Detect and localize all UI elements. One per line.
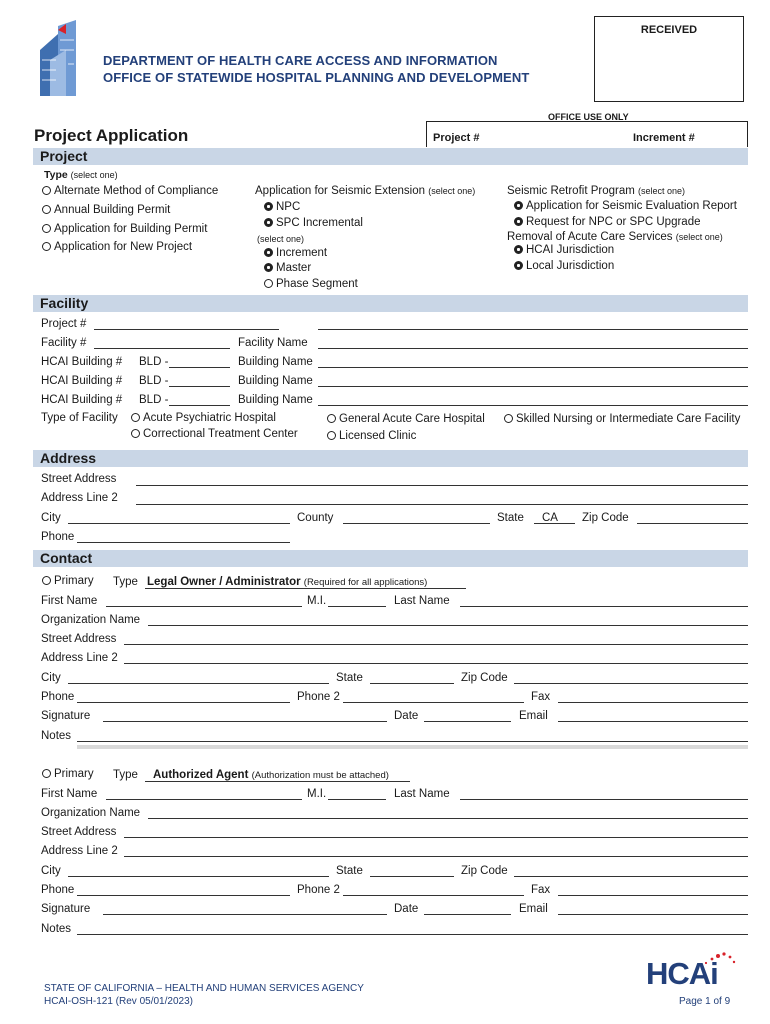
facility-type-2[interactable]: General Acute Care Hospital: [327, 413, 485, 425]
sub-option-increment[interactable]: Increment: [264, 247, 327, 259]
address-state-label: State: [497, 512, 524, 524]
address-zip-label: Zip Code: [582, 512, 629, 524]
contact-line2-input-1[interactable]: [124, 663, 748, 664]
office-title: OFFICE OF STATEWIDE HOSPITAL PLANNING AND DEVELOPMENT: [103, 70, 530, 85]
project-number-label: Project #: [433, 132, 480, 144]
date-input-1[interactable]: [424, 721, 511, 722]
building-name-label-3: Building Name: [238, 394, 313, 406]
date-input-2[interactable]: [424, 914, 511, 915]
contact-phone2-label-2: Phone 2: [297, 884, 340, 896]
address-state-line: [534, 523, 575, 524]
first-name-label-2: First Name: [41, 788, 98, 800]
contact-state-input-1[interactable]: [370, 683, 454, 684]
contact-phone2-input-2[interactable]: [343, 895, 524, 896]
sub-option-phase[interactable]: Phase Segment: [264, 278, 358, 290]
facility-name-label: Facility Name: [238, 337, 308, 349]
address-street-input[interactable]: [136, 485, 748, 486]
contact-city-input-1[interactable]: [68, 683, 329, 684]
org-name-input-1[interactable]: [148, 625, 748, 626]
bld-prefix-1: BLD -: [139, 356, 169, 368]
contact-line2-label-1: Address Line 2: [41, 652, 118, 664]
seismic-extension-label: Application for Seismic Extension (select one): [255, 185, 476, 197]
building-name-input-2[interactable]: [318, 386, 748, 387]
seismic-ext-spc[interactable]: SPC Incremental: [264, 217, 363, 229]
removal-label: Removal of Acute Care Services (select one): [507, 231, 723, 243]
type-option-2[interactable]: Application for Building Permit: [42, 223, 207, 235]
primary-radio-2[interactable]: Primary: [42, 768, 94, 780]
contact-type-label-1: Type: [113, 576, 138, 588]
type-option-1[interactable]: Annual Building Permit: [42, 204, 170, 216]
mi-input-1[interactable]: [328, 606, 386, 607]
notes-input-1[interactable]: [77, 741, 748, 742]
address-county-input[interactable]: [343, 523, 490, 524]
bld-input-2[interactable]: [169, 386, 230, 387]
primary-radio-1[interactable]: Primary: [42, 575, 94, 587]
building-name-label-2: Building Name: [238, 375, 313, 387]
removal-option-0[interactable]: HCAI Jurisdiction: [514, 244, 614, 256]
date-label-1: Date: [394, 710, 419, 722]
facility-type-4[interactable]: Skilled Nursing or Intermediate Care Facility: [504, 413, 740, 425]
facility-num-label: Facility #: [41, 337, 87, 349]
hcai-logo-text: HCAi: [646, 956, 718, 991]
contact-street-input-2[interactable]: [124, 837, 748, 838]
email-label-2: Email: [519, 903, 548, 915]
facility-name-input[interactable]: [318, 348, 748, 349]
address-city-input[interactable]: [68, 523, 290, 524]
project-section-header: Project: [33, 148, 748, 165]
last-name-label-1: Last Name: [394, 595, 450, 607]
org-name-label-2: Organization Name: [41, 807, 141, 819]
contact-street-label-1: Street Address: [41, 633, 117, 645]
signature-input-2[interactable]: [103, 914, 387, 915]
contact-fax-label-1: Fax: [531, 691, 551, 703]
contact-zip-label-2: Zip Code: [461, 865, 508, 877]
date-label-2: Date: [394, 903, 419, 915]
building-logo: [36, 20, 80, 96]
seismic-ext-npc[interactable]: NPC: [264, 201, 300, 213]
received-box: [594, 16, 744, 102]
address-city-label: City: [41, 512, 61, 524]
signature-label-1: Signature: [41, 710, 91, 722]
contact-section-header: Contact: [33, 550, 748, 567]
facility-type-1[interactable]: Correctional Treatment Center: [131, 428, 298, 440]
building-name-input-3[interactable]: [318, 405, 748, 406]
hcai-building-label-1: HCAI Building #: [41, 356, 123, 368]
footer-form-id: HCAI-OSH-121 (Rev 05/01/2023): [44, 996, 193, 1007]
retrofit-option-0[interactable]: Application for Seismic Evaluation Report: [514, 200, 737, 212]
bld-prefix-3: BLD -: [139, 394, 169, 406]
address-line2-input[interactable]: [136, 504, 748, 505]
bld-input-1[interactable]: [169, 367, 230, 368]
type-label: Type (select one): [44, 169, 118, 181]
contact-city-input-2[interactable]: [68, 876, 329, 877]
notes-label-1: Notes: [41, 730, 72, 742]
signature-input-1[interactable]: [103, 721, 387, 722]
footer-page-number: Page 1 of 9: [679, 996, 731, 1007]
contact-line2-label-2: Address Line 2: [41, 845, 118, 857]
building-name-label-1: Building Name: [238, 356, 313, 368]
email-input-1[interactable]: [558, 721, 748, 722]
mi-input-2[interactable]: [328, 799, 386, 800]
contact-type-label-2: Type: [113, 769, 138, 781]
contact-city-label-1: City: [41, 672, 61, 684]
facility-type-0[interactable]: Acute Psychiatric Hospital: [131, 412, 276, 424]
retrofit-option-1[interactable]: Request for NPC or SPC Upgrade: [514, 216, 701, 228]
sub-select-one: (select one): [257, 234, 305, 244]
contact-city-label-2: City: [41, 865, 61, 877]
mi-label-1: M.I.: [307, 595, 327, 607]
facility-section-header: Facility: [33, 295, 748, 312]
notes-label-2: Notes: [41, 923, 72, 935]
first-name-label-1: First Name: [41, 595, 98, 607]
address-line2-label: Address Line 2: [41, 492, 118, 504]
contact-street-input-1[interactable]: [124, 644, 748, 645]
email-label-1: Email: [519, 710, 548, 722]
contact-phone2-label-1: Phone 2: [297, 691, 340, 703]
facility-project-num-input[interactable]: [94, 329, 279, 330]
hcai-logo: [646, 950, 738, 992]
contact-type-value-2: Authorized Agent (Authorization must be attached): [153, 769, 389, 781]
sub-option-master[interactable]: Master: [264, 262, 311, 274]
contact-phone-label-2: Phone: [41, 884, 75, 896]
contact-state-label-2: State: [336, 865, 363, 877]
contact-phone-label-1: Phone: [41, 691, 75, 703]
increment-number-label: Increment #: [633, 132, 695, 144]
facility-num-input[interactable]: [94, 348, 230, 349]
contact-zip-input-1[interactable]: [514, 683, 748, 684]
last-name-input-1[interactable]: [460, 606, 748, 607]
contact-street-label-2: Street Address: [41, 826, 117, 838]
page-title: Project Application: [34, 126, 189, 145]
footer-agency: STATE OF CALIFORNIA – HEALTH AND HUMAN SERVICES AGENCY: [44, 983, 364, 994]
removal-option-1[interactable]: Local Jurisdiction: [514, 260, 614, 272]
first-name-input-1[interactable]: [106, 606, 302, 607]
type-of-facility-label: Type of Facility: [41, 412, 118, 424]
facility-project-num-label: Project #: [41, 318, 87, 330]
type-option-3[interactable]: Application for New Project: [42, 241, 192, 253]
contact-fax-label-2: Fax: [531, 884, 551, 896]
received-label: RECEIVED: [640, 24, 698, 36]
hcai-building-label-3: HCAI Building #: [41, 394, 123, 406]
first-name-input-2[interactable]: [106, 799, 302, 800]
mi-label-2: M.I.: [307, 788, 327, 800]
address-section-header: Address: [33, 450, 748, 467]
address-county-label: County: [297, 512, 334, 524]
contact-state-label-1: State: [336, 672, 363, 684]
address-phone-label: Phone: [41, 531, 75, 543]
address-phone-input[interactable]: [77, 542, 290, 543]
department-title: DEPARTMENT OF HEALTH CARE ACCESS AND INFORMATION: [103, 53, 498, 68]
notes-input-2[interactable]: [77, 934, 748, 935]
contact-phone-input-1[interactable]: [77, 702, 290, 703]
last-name-label-2: Last Name: [394, 788, 450, 800]
facility-type-3[interactable]: Licensed Clinic: [327, 430, 416, 442]
contact-type-value-1: Legal Owner / Administrator (Required for all applications): [147, 576, 428, 588]
address-zip-input[interactable]: [637, 523, 748, 524]
facility-project-extra-input[interactable]: [318, 329, 748, 330]
contact-state-input-2[interactable]: [370, 876, 454, 877]
contact-type-line-1: [145, 588, 466, 589]
bld-input-3[interactable]: [169, 405, 230, 406]
contact-phone2-input-1[interactable]: [343, 702, 524, 703]
address-state-value[interactable]: CA: [542, 512, 558, 524]
notes-extra-line-1[interactable]: [77, 745, 748, 749]
org-name-input-2[interactable]: [148, 818, 748, 819]
contact-type-line-2: [145, 781, 410, 782]
address-street-label: Street Address: [41, 473, 117, 485]
email-input-2[interactable]: [558, 914, 748, 915]
contact-fax-input-1[interactable]: [558, 702, 748, 703]
contact-fax-input-2[interactable]: [558, 895, 748, 896]
hcai-building-label-2: HCAI Building #: [41, 375, 123, 387]
org-name-label-1: Organization Name: [41, 614, 141, 626]
last-name-input-2[interactable]: [460, 799, 748, 800]
bld-prefix-2: BLD -: [139, 375, 169, 387]
retrofit-label: Seismic Retrofit Program (select one): [507, 185, 686, 197]
contact-phone-input-2[interactable]: [77, 895, 290, 896]
signature-label-2: Signature: [41, 903, 91, 915]
contact-zip-input-2[interactable]: [514, 876, 748, 877]
contact-zip-label-1: Zip Code: [461, 672, 508, 684]
type-option-0[interactable]: Alternate Method of Compliance: [42, 185, 218, 197]
office-use-only: OFFICE USE ONLY: [548, 112, 629, 122]
building-name-input-1[interactable]: [318, 367, 748, 368]
contact-line2-input-2[interactable]: [124, 856, 748, 857]
